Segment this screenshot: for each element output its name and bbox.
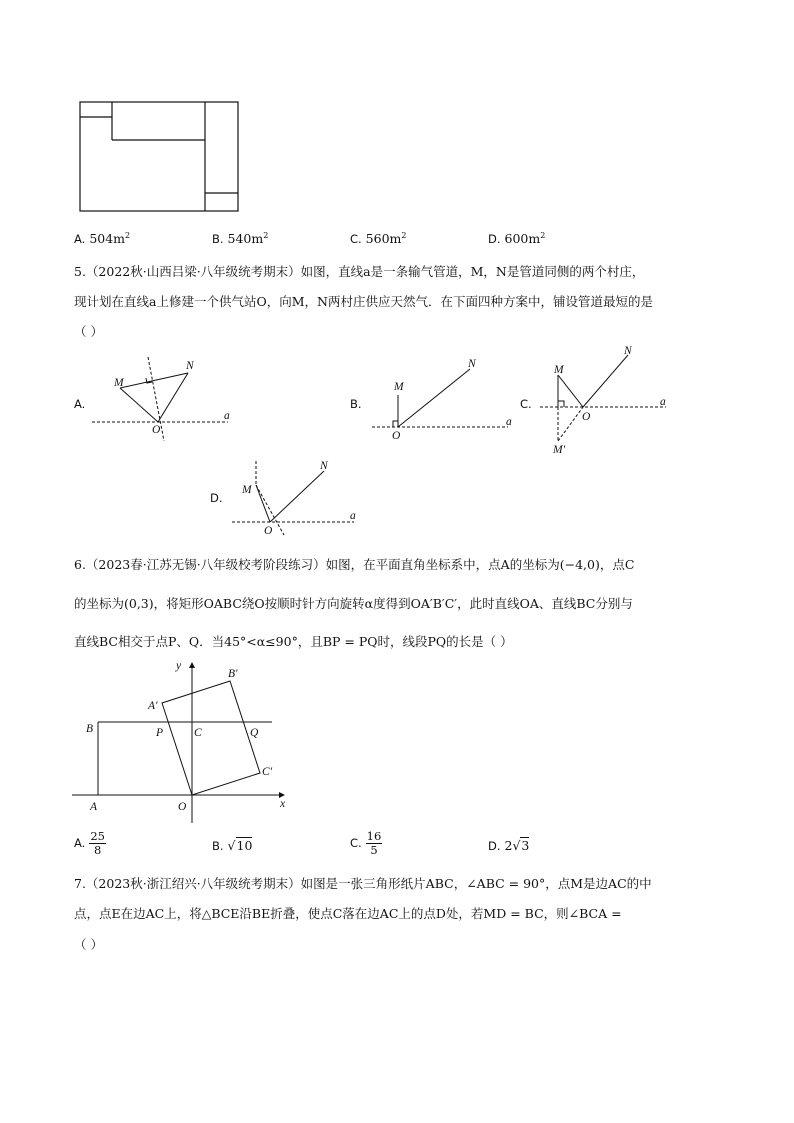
q5a-label-a: a — [224, 410, 230, 422]
q4-option-c[interactable]: C. $560m^2$ — [350, 231, 407, 247]
q6-label-q: Q — [250, 727, 259, 739]
q6-option-d[interactable]: D. 2√3 — [488, 838, 530, 853]
q6-label-b: B — [86, 723, 94, 735]
q6-label-x: x — [280, 798, 286, 810]
q5b-label-a: a — [506, 416, 512, 428]
q5d-label-o: O — [264, 525, 273, 537]
q5-option-a[interactable]: A. — [74, 397, 86, 411]
q6-label-p: P — [156, 727, 164, 739]
q6-option-b[interactable]: B. √10 — [212, 838, 253, 853]
q4-option-a[interactable]: A. $504m^2$ — [74, 231, 131, 247]
q5-figure-d — [228, 455, 368, 537]
q6-label-c: C — [194, 727, 202, 739]
q7-text-line3: （ ） — [74, 937, 103, 952]
q5-figure-b — [370, 355, 520, 445]
q5a-label-m: M — [114, 377, 124, 389]
q6-label-c-prime: C′ — [262, 766, 273, 778]
q6-label-o: O — [178, 801, 187, 813]
q5-option-b[interactable]: B. — [350, 397, 362, 411]
q5-text-line1: 5.（2022秋·山西吕梁·八年级统考期末）如图，直线a是一条输气管道，M，N是管道同侧的两个村庄， — [74, 264, 645, 279]
q5a-label-o: O — [152, 424, 161, 436]
q6-coordinate-figure — [70, 655, 294, 827]
q6-option-a[interactable]: A. $\frac{25}{8}$ — [74, 829, 105, 857]
q6-option-c[interactable]: C. $\frac{16}{5}$ — [350, 829, 382, 857]
q6-text-line3: 直线BC相交于点P、Q．当45°<α≤90°，且BP = PQ时，线段PQ的长是（ ） — [74, 634, 513, 649]
q5-figure-c — [538, 345, 678, 457]
q6-label-a-prime: A′ — [148, 700, 158, 712]
q6-text-line1: 6.（2023春·江苏无锡·八年级校考阶段练习）如图，在平面直角坐标系中，点A的坐标为(−4,0)，点C — [74, 557, 635, 572]
q5a-label-n: N — [186, 360, 194, 372]
q6-text-line2: 的坐标为(0,3)，将矩形OABC绕O按顺时针方向旋转α度得到OA′B′C′，此时直线OA、直线BC分别与 — [74, 596, 633, 611]
q7-text-line1: 7.（2023秋·浙江绍兴·八年级统考期末）如图是一张三角形纸片ABC，∠ABC = 90°，点M是边AC的中 — [74, 876, 652, 891]
q6a-fraction: $\frac{25}{8}$ — [90, 829, 105, 857]
q7-text-line2: 点，点E在边AC上，将△BCE沿BE折叠，使点C落在边AC上的点D处，若MD = BC，则∠BCA = — [74, 906, 622, 921]
q6-label-y: y — [176, 660, 182, 672]
q5b-label-m: M — [394, 381, 404, 393]
q6-label-b-prime: B′ — [228, 668, 238, 680]
q5-text-line2: 现计划在直线a上修建一个供气站O，向M，N两村庄供应天然气．在下面四种方案中，铺设管道最短的是 — [74, 294, 653, 309]
q5c-label-m-prime: M′ — [553, 444, 566, 456]
q6c-fraction: $\frac{16}{5}$ — [366, 829, 382, 857]
q4-option-d[interactable]: D. $600m^2$ — [488, 231, 546, 247]
q5c-label-o: O — [582, 411, 591, 423]
q4-rectangle-figure — [78, 100, 242, 214]
q5-figure-a — [90, 355, 240, 445]
q4-option-b[interactable]: B. $540m^2$ — [212, 231, 269, 247]
q5b-label-n: N — [468, 358, 476, 370]
q5-option-d[interactable]: D. — [210, 491, 223, 505]
q6-label-a: A — [90, 801, 98, 813]
q5d-label-a: a — [350, 510, 356, 522]
q5d-label-n: N — [320, 460, 328, 472]
q5c-label-m: M — [554, 364, 564, 376]
q5c-label-a: a — [660, 396, 666, 408]
q5-option-c[interactable]: C. — [520, 397, 532, 411]
q5b-label-o: O — [392, 430, 401, 442]
q5-text-line3: （ ） — [74, 324, 103, 339]
q5c-label-n: N — [624, 345, 632, 357]
q5d-label-m: M — [242, 484, 252, 496]
